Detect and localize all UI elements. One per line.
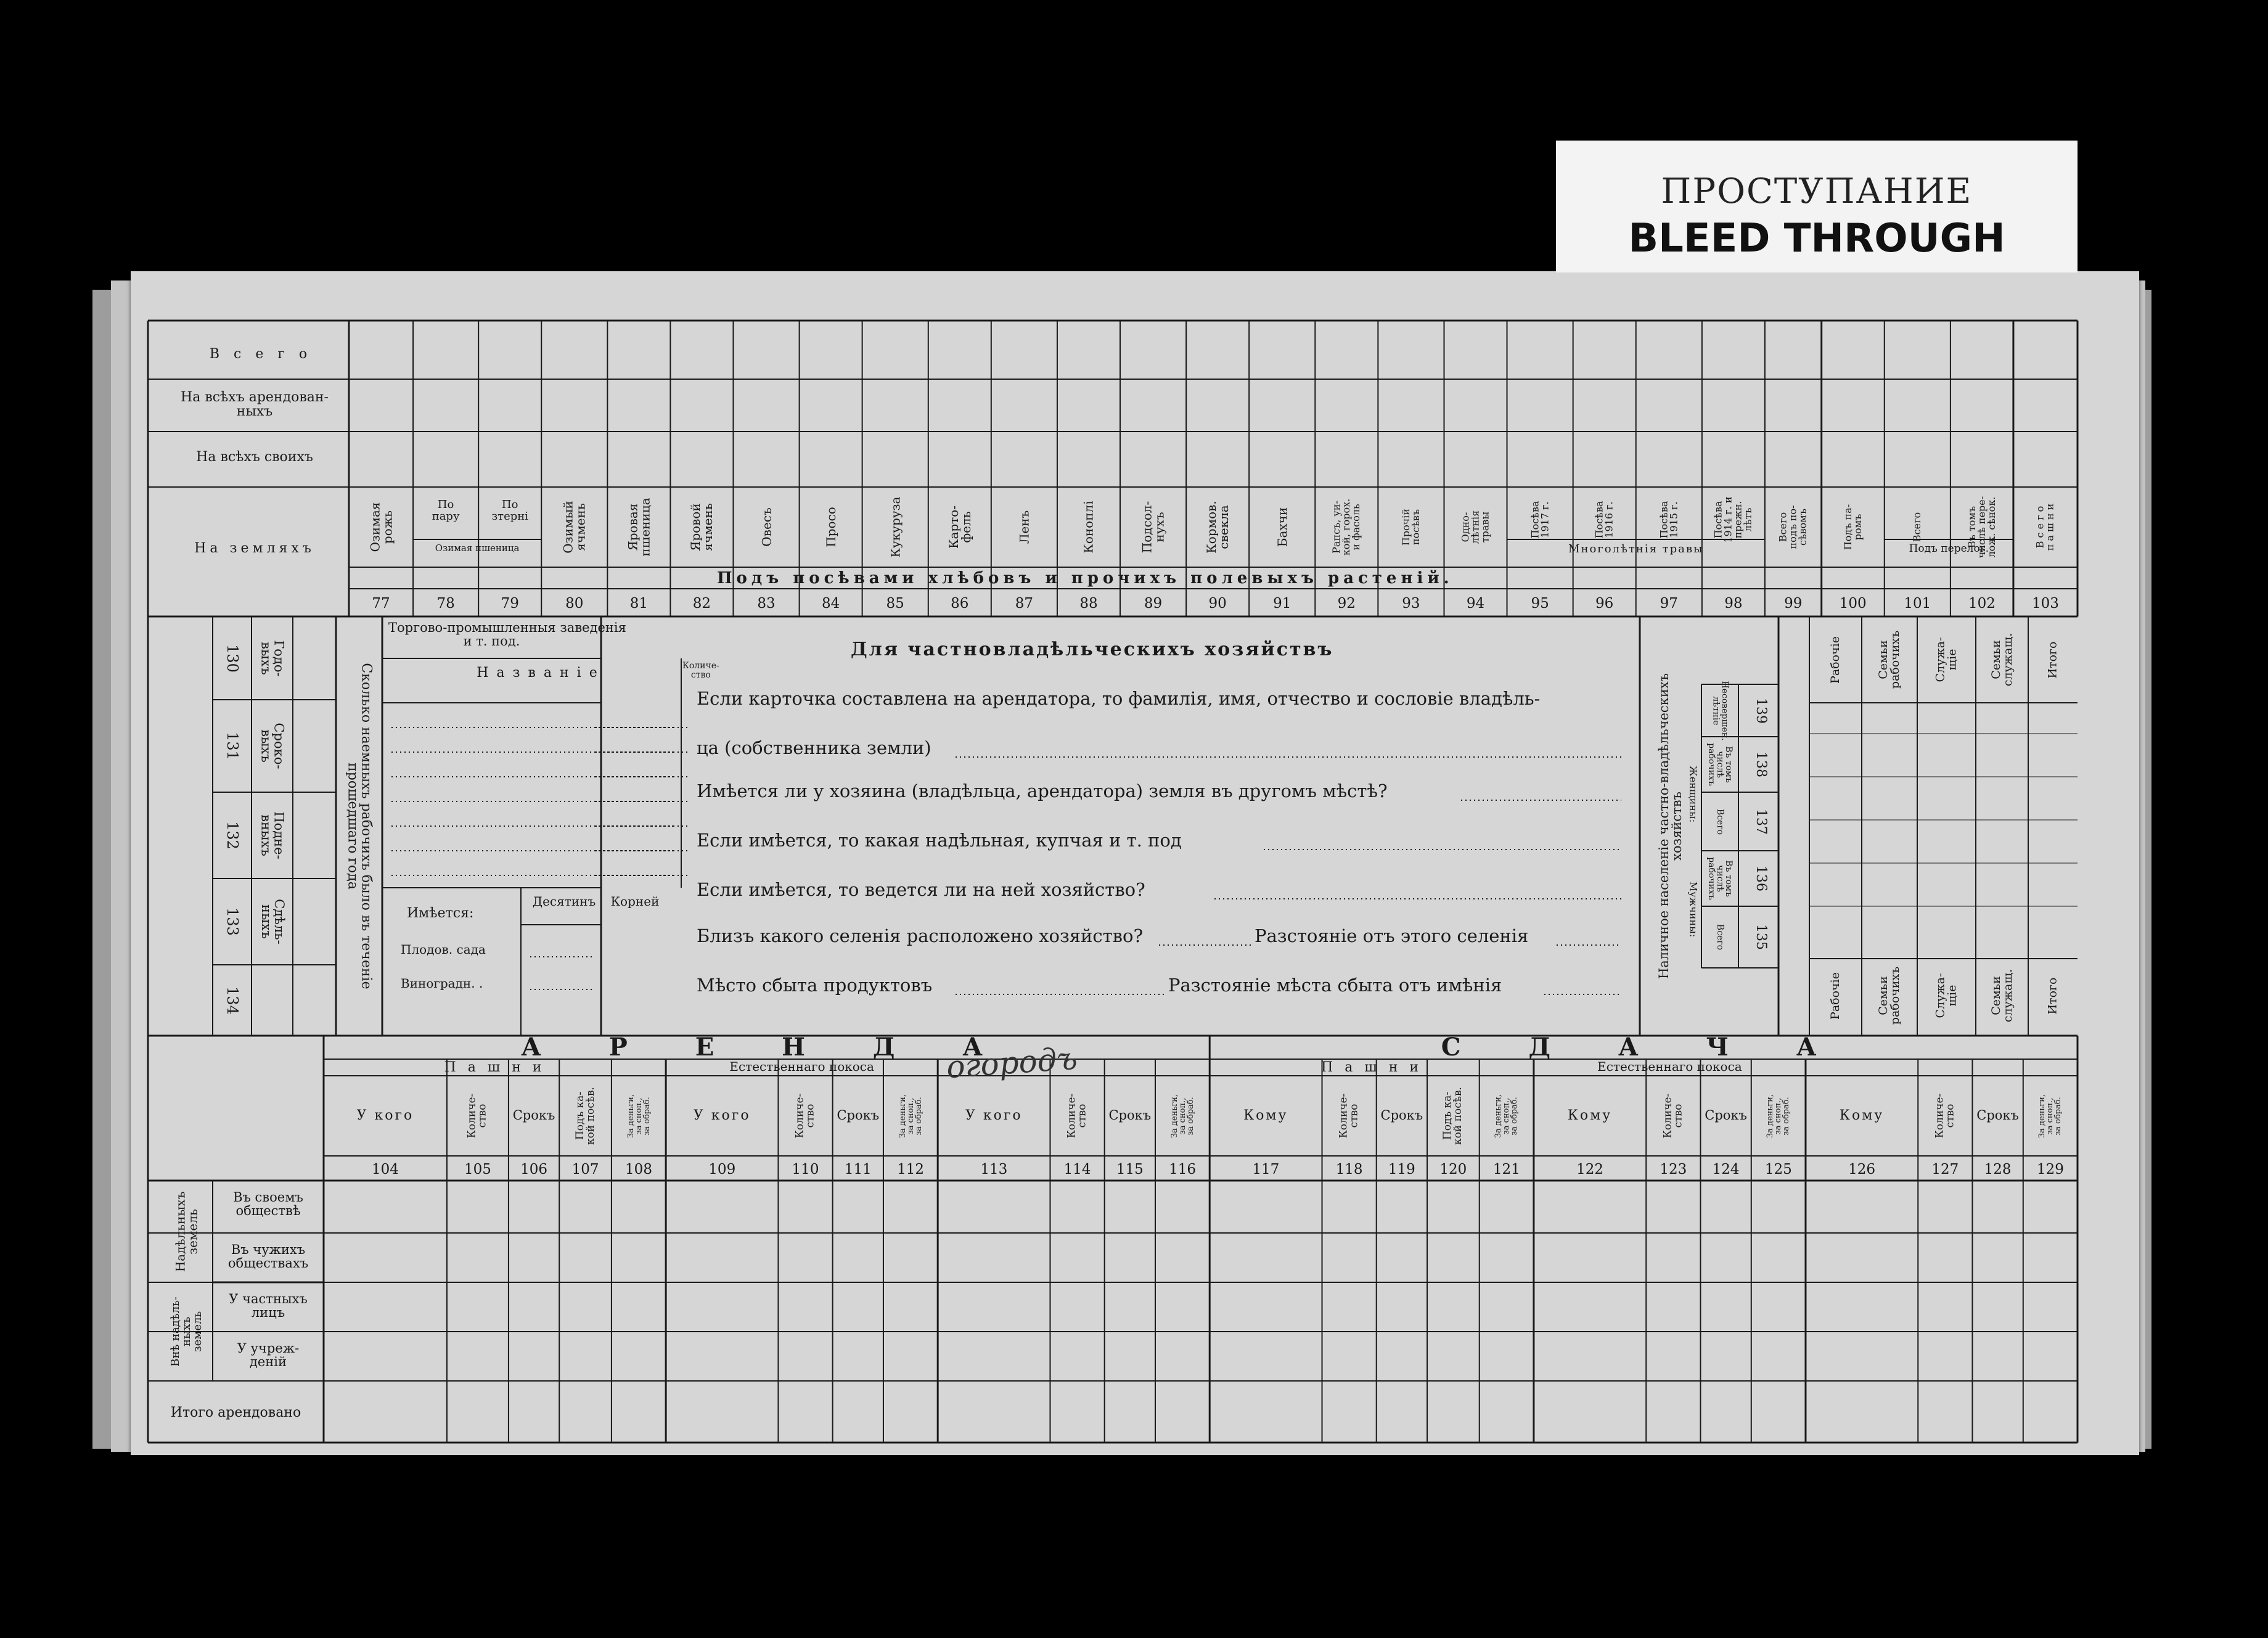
bottom-header: Подъ ка- кой посѣв. xyxy=(573,1087,597,1145)
right-header-bottom: Семьи рабочихъ xyxy=(1877,966,1902,1025)
pop-col-number: 138 xyxy=(1753,751,1769,777)
column-number: 88 xyxy=(1079,596,1098,612)
vineyard-label: Виноградн. . xyxy=(401,976,483,991)
column-number: 103 xyxy=(2031,596,2059,612)
crop-header-24: Всего xyxy=(1911,512,1923,543)
sticker-line-ru: ПРОСТУПАНИЕ xyxy=(1661,171,1973,211)
bottom-header: Количе- ство xyxy=(1933,1093,1957,1139)
column-number: 79 xyxy=(501,596,519,612)
bottom-col-number: 104 xyxy=(372,1161,399,1177)
bottom-header: У кого xyxy=(965,1108,1023,1123)
bottom-header: Срокъ xyxy=(1976,1108,2019,1123)
bottom-col-number: 129 xyxy=(2036,1161,2064,1177)
bottom-col-number: 120 xyxy=(1439,1161,1467,1177)
column-number: 78 xyxy=(436,596,455,612)
pop-col-label: Всего xyxy=(1715,923,1726,951)
trade-title: Торгово-промышленныя заведенія и т. под. xyxy=(388,620,626,649)
worker-type-label: Подне- вныхъ xyxy=(258,811,287,859)
bottom-row-label: У частныхъ лицъ xyxy=(229,1292,308,1321)
arenda-title: А Р Е Н Д А xyxy=(521,1033,1012,1062)
pashni-label: П а ш н и xyxy=(1321,1060,1423,1075)
crop-header-23: Подъ па- ромъ xyxy=(1841,504,1864,551)
bottom-col-number: 124 xyxy=(1712,1161,1740,1177)
column-number: 101 xyxy=(1904,596,1931,612)
bottom-header: Срокъ xyxy=(837,1108,880,1123)
crop-header-12: Подсол- нухъ xyxy=(1139,501,1167,554)
worker-col-number: 134 xyxy=(223,986,241,1015)
bottom-header: За деньги, за сноп., за обраб. xyxy=(898,1094,923,1138)
pokos-label: Естественнаго покоса xyxy=(1597,1059,1742,1074)
worker-type-label: Сдѣль- ныхъ xyxy=(258,899,287,944)
column-number: 96 xyxy=(1595,596,1614,612)
bottom-col-number: 114 xyxy=(1063,1161,1091,1177)
right-header-bottom: Служа- щіе xyxy=(1933,973,1959,1018)
crop-header-17: Одно- лѣтнія травы xyxy=(1459,510,1491,544)
question-distance-village: Разстояніе отъ этого селенія xyxy=(1255,925,1529,946)
right-header-top: Семьи служащ. xyxy=(1989,633,2015,687)
crop-header-16: Прочій посѣвъ xyxy=(1400,508,1422,546)
crop-header-4: Яровая пшеница xyxy=(625,498,653,557)
has-label: Имѣется: xyxy=(407,906,474,921)
crop-header-2: По зтерні xyxy=(491,498,529,523)
crop-header-3: Озимый ячмень xyxy=(561,501,589,554)
crop-header-26: В с е г о п а ш н и xyxy=(2034,503,2056,551)
worker-type-label: Сроко- выхъ xyxy=(258,723,287,769)
row-label-svoih: На всѣхъ своихъ xyxy=(196,449,313,465)
desyatin-header: Десятинъ xyxy=(532,894,596,909)
right-header-bottom: Рабочіе xyxy=(1828,972,1842,1020)
bottom-header: Подъ ка- кой посѣв. xyxy=(1441,1087,1465,1145)
crop-header-25: Въ томъ числѣ пере- лож. сѣнок. xyxy=(1966,496,1998,559)
sticker-line-en: BLEED THROUGH xyxy=(1628,216,2005,261)
bottom-col-number: 118 xyxy=(1335,1161,1363,1177)
column-number: 93 xyxy=(1402,596,1420,612)
worker-col-number: 133 xyxy=(223,907,241,936)
bottom-row-label: Въ чужихъ обществахъ xyxy=(227,1242,309,1271)
column-number: 87 xyxy=(1015,596,1033,612)
fruit-orchard-label: Плодов. сада xyxy=(401,942,486,957)
male-label: Мужчины: xyxy=(1687,881,1699,938)
column-number: 99 xyxy=(1784,596,1803,612)
bottom-col-number: 126 xyxy=(1848,1161,1876,1177)
column-number: 92 xyxy=(1337,596,1356,612)
right-header-top: Служа- щіе xyxy=(1933,637,1959,682)
bottom-col-number: 122 xyxy=(1576,1161,1603,1177)
sdacha-title: С Д А Ч А xyxy=(1441,1033,1846,1062)
crop-header-22: Всего подъ по- сѣвомъ xyxy=(1777,505,1809,549)
bottom-col-number: 112 xyxy=(897,1161,924,1177)
bottom-row-label: Въ своемъ обществѣ xyxy=(233,1190,303,1219)
pop-col-label: Несовершен. лѣтніе xyxy=(1710,681,1729,740)
question-near-village: Близъ какого селенія расположено хозяйство? xyxy=(697,925,1144,946)
column-number: 84 xyxy=(821,596,840,612)
pop-col-label: Всего xyxy=(1715,808,1726,835)
worker-type-label: Годо- выхъ xyxy=(258,639,287,677)
bottom-col-number: 110 xyxy=(792,1161,819,1177)
band-title: Подъ посѣвами хлѣбовъ и прочихъ полевыхъ растеній. xyxy=(716,569,1454,588)
question-owner-cont: ца (собственника земли) xyxy=(697,737,931,758)
crop-header-18: Посѣва 1917 г. xyxy=(1528,501,1550,539)
worker-col-number: 131 xyxy=(223,732,241,760)
row-label-arendovannyh: На всѣхъ арендован- ныхъ xyxy=(181,390,329,420)
pop-col-number: 139 xyxy=(1753,697,1769,724)
bottom-col-number: 113 xyxy=(980,1161,1008,1177)
bottom-col-number: 116 xyxy=(1169,1161,1197,1177)
bottom-header: Кому xyxy=(1243,1108,1288,1123)
column-number: 86 xyxy=(951,596,969,612)
crop-header-8: Кукуруза xyxy=(888,496,903,558)
trade-name-header: Н а з в а н і е xyxy=(477,665,599,681)
bottom-col-number: 128 xyxy=(1984,1161,2012,1177)
bottom-header: Кому xyxy=(1567,1108,1613,1123)
question-land-type: Если имѣется, то какая надѣльная, купчая и т. под xyxy=(697,830,1182,851)
population-label: Наличное населеніе частно-владѣльческихъ хозяйствъ xyxy=(1656,673,1685,980)
crop-header-15: Рапсъ, уи- кой, горох. и фасоль xyxy=(1330,498,1362,556)
right-header-bottom: Итого xyxy=(2045,977,2060,1014)
crop-header-19: Посѣва 1916 г. xyxy=(1593,501,1615,539)
question-owner: Если карточка составлена на арендатора, то фамилія, имя, отчество и сословіе владѣль- xyxy=(697,688,1541,709)
bottom-col-number: 108 xyxy=(625,1161,652,1177)
group-vnenadelnye: Внѣ надѣль- ныхъ земель xyxy=(168,1296,204,1367)
bottom-header: Количе- ство xyxy=(1661,1093,1685,1139)
crop-header-13: Кормов. свекла xyxy=(1203,501,1231,554)
bottom-header: Количе- ство xyxy=(1065,1093,1089,1139)
crop-header-9: Карто- фель xyxy=(946,505,973,549)
crop-header-14: Бахчи xyxy=(1274,507,1290,547)
bottom-col-number: 123 xyxy=(1660,1161,1687,1177)
crop-header-1: По пару xyxy=(432,498,460,523)
pashni-label: П а ш н и xyxy=(444,1060,546,1075)
crop-header-5: Яровой ячмень xyxy=(688,503,716,551)
total-rented-label: Итого арендовано xyxy=(170,1405,301,1420)
column-number: 94 xyxy=(1466,596,1485,612)
column-number: 83 xyxy=(757,596,776,612)
column-number: 85 xyxy=(886,596,904,612)
bottom-header: У кого xyxy=(356,1108,414,1123)
bottom-header: За деньги, за сноп., за обраб. xyxy=(2037,1094,2063,1138)
question-distance-market: Разстояніе мѣста сбыта отъ имѣнія xyxy=(1168,975,1502,996)
question-farming: Если имѣется, то ведется ли на ней хозяйство? xyxy=(697,879,1145,900)
pop-col-number: 135 xyxy=(1753,924,1769,950)
bottom-header: За деньги, за сноп., за обраб. xyxy=(626,1094,652,1138)
column-number: 100 xyxy=(1839,596,1867,612)
crop-header-7: Просо xyxy=(823,507,838,547)
crop-header-6: Овесъ xyxy=(759,507,774,547)
column-number: 89 xyxy=(1144,596,1163,612)
pop-col-number: 137 xyxy=(1753,808,1769,835)
private-farms-title: Для частновладѣльческихъ хозяйствъ xyxy=(851,639,1334,660)
bottom-header: Количе- ство xyxy=(793,1093,817,1139)
pod-perelog-label: Подъ перелог. xyxy=(1909,543,1989,555)
bottom-header: У кого xyxy=(693,1108,751,1123)
bottom-col-number: 111 xyxy=(844,1161,872,1177)
bottom-col-number: 127 xyxy=(1931,1161,1959,1177)
row-label-vsego: В с е г о xyxy=(209,346,313,362)
bottom-col-number: 109 xyxy=(708,1161,736,1177)
crop-header-0: Озимая рожь xyxy=(367,502,395,552)
right-header-top: Семьи рабочихъ xyxy=(1877,630,1902,689)
bottom-header: За деньги, за сноп., за обраб. xyxy=(1169,1094,1195,1138)
question-other-land: Имѣется ли у хозяина (владѣльца, арендатора) земля въ другомъ мѣстѣ? xyxy=(697,780,1388,801)
bottom-header: Количе- ство xyxy=(465,1093,489,1139)
pop-col-label: Въ томъ числѣ рабочихъ xyxy=(1706,743,1734,786)
crop-header-21: Посѣва 1914 г. и прежн. лѣтъ xyxy=(1712,496,1754,543)
bottom-col-number: 119 xyxy=(1388,1161,1415,1177)
column-number: 98 xyxy=(1724,596,1743,612)
bottom-col-number: 107 xyxy=(571,1161,599,1177)
row-label-na-zemlyah: На земляхъ xyxy=(194,541,315,556)
trade-qty-header: Количе- ство xyxy=(682,661,719,680)
column-number: 82 xyxy=(692,596,711,612)
right-header-bottom: Семьи служащ. xyxy=(1989,968,2015,1023)
bottom-header: За деньги, за сноп., за обраб. xyxy=(1766,1094,1791,1138)
right-header-top: Рабочіе xyxy=(1828,636,1842,684)
crop-header-11: Коноплі xyxy=(1081,501,1097,554)
bottom-header: Срокъ xyxy=(1380,1108,1423,1123)
crop-header-10: Ленъ xyxy=(1017,510,1032,544)
bottom-col-number: 105 xyxy=(464,1161,491,1177)
kornei-header: Корней xyxy=(610,894,660,909)
column-number: 91 xyxy=(1273,596,1292,612)
workers-question: Сколько наемныхъ рабочихъ было въ теченіе прошедшаго года xyxy=(345,663,374,989)
bottom-col-number: 125 xyxy=(1764,1161,1792,1177)
bottom-header: Срокъ xyxy=(512,1108,555,1123)
bottom-header: Срокъ xyxy=(1108,1108,1152,1123)
bottom-col-number: 117 xyxy=(1252,1161,1280,1177)
bottom-header: Количе- ство xyxy=(1337,1093,1361,1139)
column-number: 81 xyxy=(629,596,649,612)
bottom-col-number: 115 xyxy=(1116,1161,1144,1177)
column-number: 95 xyxy=(1531,596,1549,612)
worker-col-number: 132 xyxy=(223,821,241,850)
question-market: Мѣсто сбыта продуктовъ xyxy=(697,975,933,996)
worker-col-number: 130 xyxy=(223,644,241,673)
bottom-header: За деньги, за сноп., за обраб. xyxy=(1494,1094,1520,1138)
pop-col-number: 136 xyxy=(1753,866,1769,891)
ozimaya-pshenitsa-label: Озимая пшеница xyxy=(435,543,520,554)
handwritten-note: огородъ xyxy=(945,1040,1079,1086)
crop-header-20: Посѣва 1915 г. xyxy=(1658,501,1680,539)
bottom-header: Срокъ xyxy=(1705,1108,1747,1123)
female-label: Женщины: xyxy=(1687,765,1700,822)
bottom-col-number: 121 xyxy=(1492,1161,1520,1177)
pokos-label: Естественнаго покоса xyxy=(729,1059,874,1074)
mnogoletnie-label: Многолѣтнія травы xyxy=(1568,543,1704,555)
bottom-header: Кому xyxy=(1839,1108,1885,1123)
right-header-top: Итого xyxy=(2045,641,2060,678)
pop-col-label: Въ томъ числѣ рабочихъ xyxy=(1706,857,1734,900)
bottom-row-label: У учреж- деній xyxy=(237,1341,300,1370)
column-number: 80 xyxy=(565,596,584,612)
column-number: 90 xyxy=(1208,596,1227,612)
column-number: 77 xyxy=(372,596,390,612)
column-number: 102 xyxy=(1968,596,1996,612)
column-number: 97 xyxy=(1660,596,1678,612)
bottom-col-number: 106 xyxy=(520,1161,548,1177)
group-nadelnye: Надѣльныхъ земель xyxy=(173,1191,200,1272)
